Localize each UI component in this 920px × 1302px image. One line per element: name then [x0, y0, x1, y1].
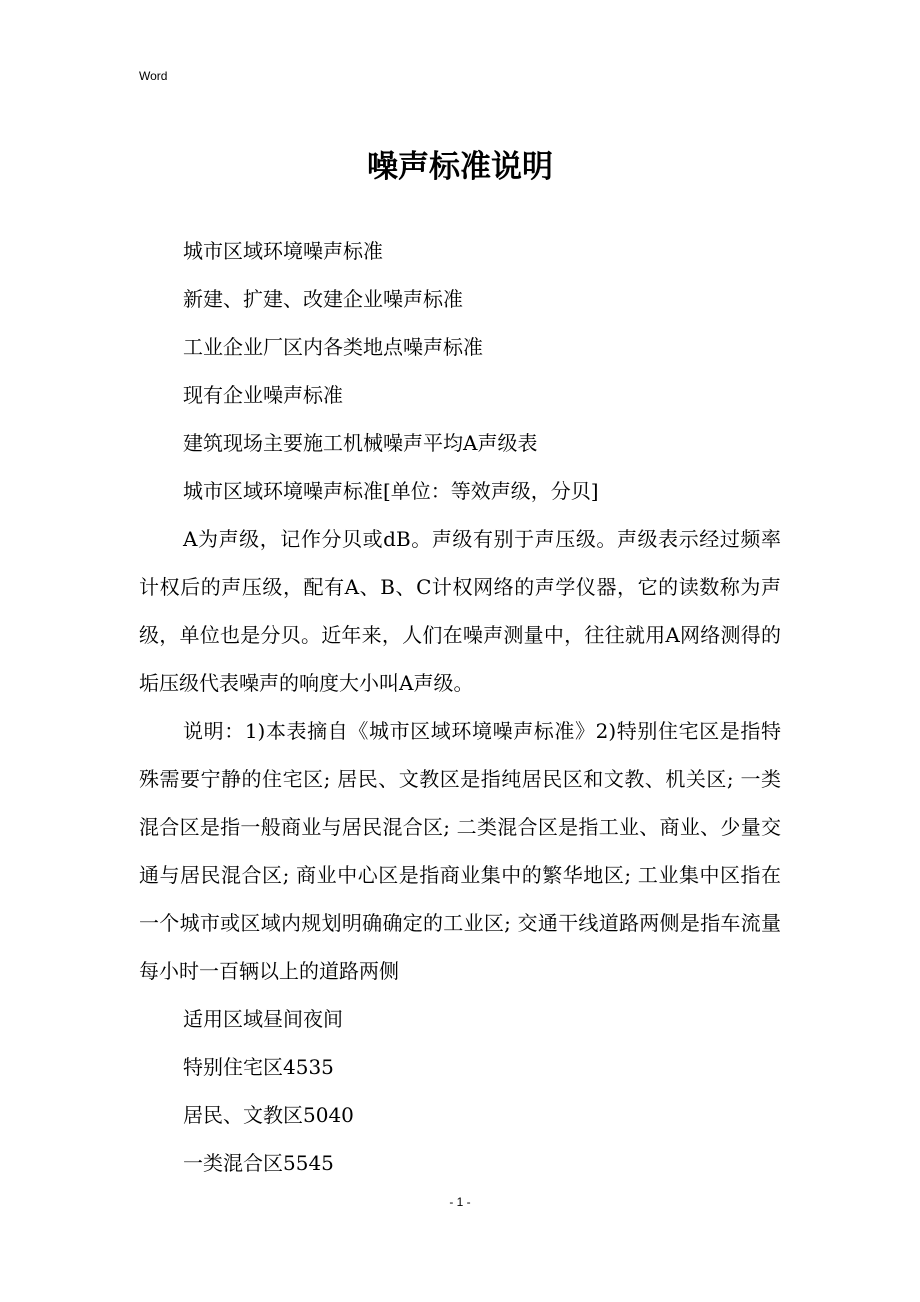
paragraph-class-one-mixed: 一类混合区5545	[183, 1151, 334, 1175]
paragraph-new-enterprise-standard: 新建、扩建、改建企业噪声标准	[183, 287, 463, 311]
paragraph-special-residential: 特别住宅区4535	[183, 1055, 334, 1079]
paragraph-table-header: 适用区域昼间夜间	[183, 1007, 343, 1031]
paragraph-existing-enterprise-standard: 现有企业噪声标准	[183, 383, 343, 407]
paragraph-construction-machinery-table: 建筑现场主要施工机械噪声平均A声级表	[183, 431, 538, 455]
paragraph-a-weighted-explanation: A为声级，记作分贝或dB。声级有别于声压级。声级表示经过频率计权后的声压级，配有A、B、C计权网络的声学仪器，它的读数称为声级，单位也是分贝。近年来，人们在噪声测量中，往往就用A网络测得的垢压级代表噪声的响度大小叫A声级。	[139, 527, 781, 695]
paragraph-factory-area-standard: 工业企业厂区内各类地点噪声标准	[183, 335, 483, 359]
paragraph-residential-cultural: 居民、文教区5040	[183, 1103, 354, 1127]
paragraph-notes: 说明：1)本表摘自《城市区域环境噪声标准》2)特别住宅区是指特殊需要宁静的住宅区; 居民、文教区是指纯居民区和文教、机关区; 一类混合区是指一般商业与居民混合区; 二类混合区是指工业、商业、少量交通与居民混合区; 商业中心区是指商业集中的繁华地区; 工业集中区指在一个城市或区域内规划明确确定的工业区; 交通干线道路两侧是指车流量每小时一百辆以上的道路两侧	[139, 719, 781, 983]
page-number: - 1 -	[449, 1195, 471, 1209]
paragraph-urban-standard-units: 城市区域环境噪声标准[单位：等效声级，分贝]	[183, 479, 599, 503]
header-label: Word	[139, 69, 168, 83]
document-body	[139, 227, 781, 1187]
paragraph-urban-noise-standard: 城市区域环境噪声标准	[183, 239, 383, 263]
document-title: 噪声标准说明	[367, 149, 553, 185]
